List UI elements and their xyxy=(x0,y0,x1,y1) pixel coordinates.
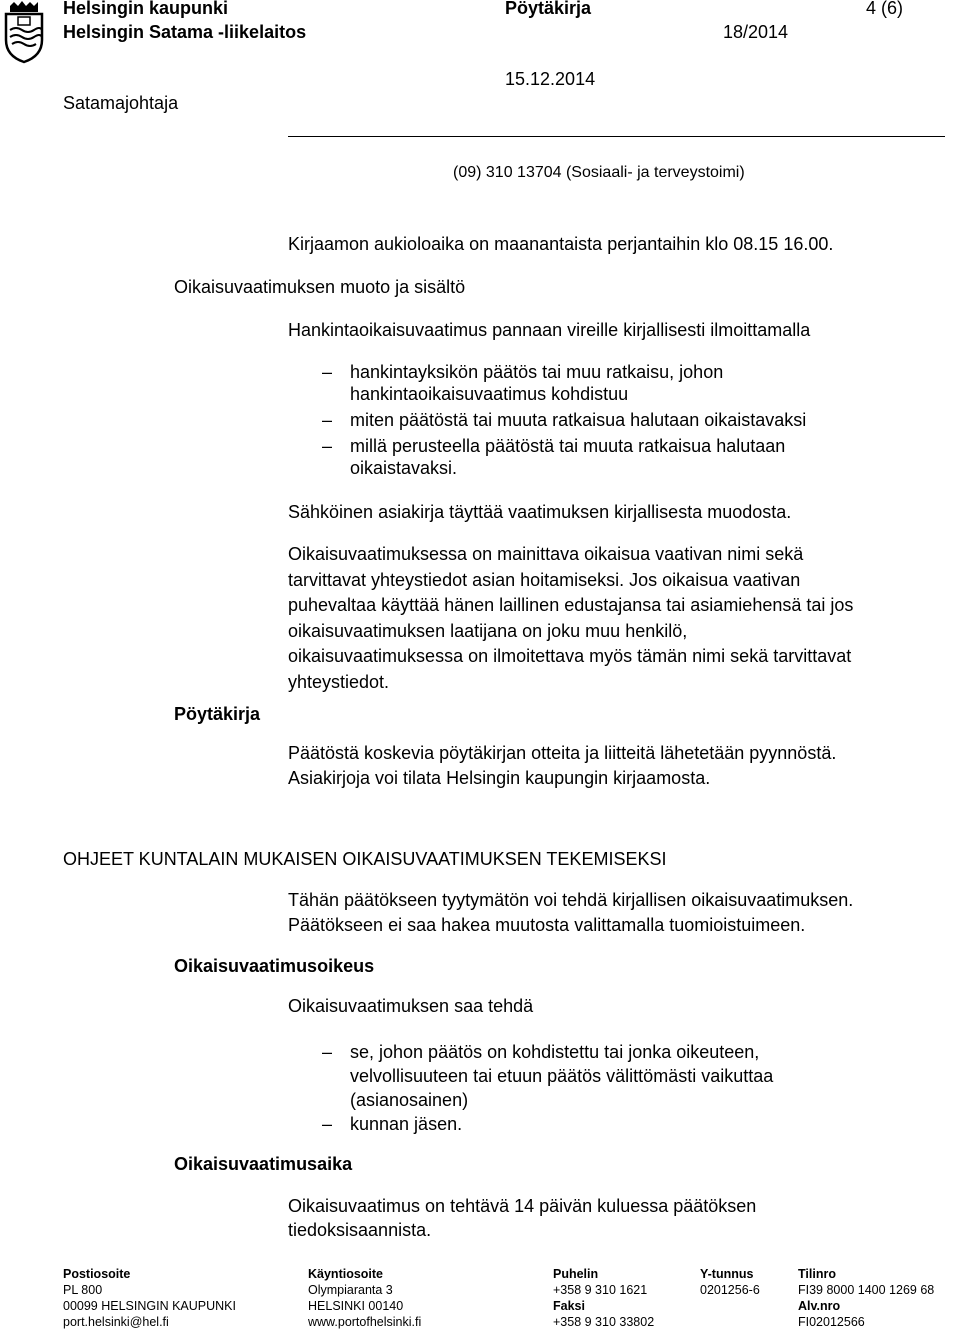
appeal-period-paragraph xyxy=(288,1194,756,1242)
header-city: Helsingin kaupunki xyxy=(63,0,229,18)
heading-appeal-period: Oikaisuvaatimusaika xyxy=(174,1154,353,1174)
helsinki-coat-of-arms-logo xyxy=(2,0,46,64)
footer-bank-account xyxy=(798,1266,934,1330)
footer-value: Olympiaranta 3 xyxy=(308,1283,393,1297)
footer-value: FI02012566 xyxy=(798,1315,865,1329)
paragraph-line: oikaisuvaatimuksessa on ilmoitettava myös tämän nimi sekä tarvittavat xyxy=(288,646,852,666)
footer-value: 0201256-6 xyxy=(700,1283,760,1297)
header-date: 15.12.2014 xyxy=(505,69,596,89)
paragraph-line: Oikaisuvaatimuksessa on mainittava oikaisua vaativan nimi sekä xyxy=(288,544,804,564)
list-item xyxy=(322,1040,922,1112)
appeal-intro xyxy=(288,888,853,938)
paragraph-line: Tähän päätökseen tyytymätön voi tehdä kirjallisen oikaisuvaatimuksen. xyxy=(288,890,854,910)
list-item-line: oikaistavaksi. xyxy=(350,458,458,478)
eligible-appellants-list xyxy=(322,1040,922,1136)
dash-bullet-icon: – xyxy=(322,362,333,382)
footer-heading: Käyntiosoite xyxy=(308,1267,384,1281)
form-intro: Hankintaoikaisuvaatimus pannaan vireille kirjallisesti ilmoittamalla xyxy=(288,320,811,340)
paragraph-line: tarvittavat yhteystiedot asian hoitamiseksi. Jos oikaisua vaativan xyxy=(288,569,801,590)
list-item xyxy=(322,409,922,431)
section-title: OHJEET KUNTALAIN MUKAISEN OIKAISUVAATIMUKSEN TEKEMISEKSI xyxy=(63,849,667,869)
footer-heading: Puhelin xyxy=(553,1267,599,1281)
paragraph-line: oikaisuvaatimuksen laatijana on joku muu henkilö, xyxy=(288,620,688,641)
minutes-paragraph xyxy=(288,741,836,791)
footer-email: port.helsinki@hel.fi xyxy=(63,1315,169,1329)
right-to-appeal-intro: Oikaisuvaatimuksen saa tehdä xyxy=(288,996,534,1016)
list-item-line: velvollisuuteen tai etuun päätös välittömästi vaikuttaa xyxy=(350,1066,774,1086)
representation-paragraph xyxy=(288,542,948,695)
list-item-line: hankintayksikön päätös tai muu ratkaisu, johon xyxy=(350,362,724,382)
paragraph-line: Päätökseen ei saa hakea muutosta valittamalla tuomioistuimeen. xyxy=(288,915,806,935)
footer-heading: Postiosoite xyxy=(63,1267,131,1281)
header-department: Helsingin Satama -liikelaitos xyxy=(63,22,307,42)
header-minutes-number: 18/2014 xyxy=(723,22,789,42)
paragraph-line: Oikaisuvaatimus on tehtävä 14 päivän kuluessa päätöksen xyxy=(288,1196,757,1216)
footer-value: +358 9 310 33802 xyxy=(553,1315,655,1329)
footer-phone xyxy=(553,1266,654,1330)
dash-bullet-icon: – xyxy=(322,410,333,430)
heading-right-to-appeal: Oikaisuvaatimusoikeus xyxy=(174,956,375,976)
footer-website: www.portofhelsinki.fi xyxy=(308,1315,422,1329)
footer-heading: Alv.nro xyxy=(798,1299,841,1313)
list-item-line: (asianosainen) xyxy=(350,1090,469,1110)
form-requirements-list xyxy=(322,361,922,479)
paragraph-line: puhevaltaa käyttää hänen laillinen edustajansa tai asiamiehensä tai jos xyxy=(288,595,854,615)
footer-business-id xyxy=(700,1266,760,1298)
list-item-line: hankintaoikaisuvaatimus kohdistuu xyxy=(350,384,629,404)
electronic-document-note: Sähköinen asiakirja täyttää vaatimuksen kirjallisesta muodosta. xyxy=(288,502,792,522)
footer-value: FI39 8000 1400 1269 68 xyxy=(798,1283,935,1297)
footer-visiting-address xyxy=(308,1266,421,1330)
dash-bullet-icon: – xyxy=(322,436,333,456)
footer-heading: Y-tunnus xyxy=(700,1267,754,1281)
list-item-line: millä perusteella päätöstä tai muuta ratkaisua halutaan xyxy=(350,436,786,456)
paragraph-line: tiedoksisaannista. xyxy=(288,1220,432,1240)
heading-minutes: Pöytäkirja xyxy=(174,704,261,724)
header-role: Satamajohtaja xyxy=(63,93,179,113)
header-document-type: Pöytäkirja xyxy=(505,0,592,18)
phone-line: (09) 310 13704 (Sosiaali- ja terveystoimi) xyxy=(453,164,745,181)
header-page-number: 4 (6) xyxy=(866,0,904,18)
paragraph-line: Päätöstä koskevia pöytäkirjan otteita ja liitteitä lähetetään pyynnöstä. xyxy=(288,743,837,763)
list-item-line: se, johon päätös on kohdistettu tai jonka oikeuteen, xyxy=(350,1042,760,1062)
list-item-line: kunnan jäsen. xyxy=(350,1114,463,1134)
footer-value: PL 800 xyxy=(63,1283,103,1297)
footer-heading: Faksi xyxy=(553,1299,585,1313)
heading-form-and-content: Oikaisuvaatimuksen muoto ja sisältö xyxy=(174,277,466,297)
footer-heading: Tilinro xyxy=(798,1267,836,1281)
paragraph-line: Asiakirjoja voi tilata Helsingin kaupungin kirjaamosta. xyxy=(288,768,711,788)
footer-value: HELSINKI 00140 xyxy=(308,1299,404,1313)
dash-bullet-icon: – xyxy=(322,1042,333,1062)
list-item-line: miten päätöstä tai muuta ratkaisua halutaan oikaistavaksi xyxy=(350,410,807,430)
paragraph-line: yhteystiedot. xyxy=(288,671,390,692)
header-divider xyxy=(288,136,945,137)
footer-postal-address xyxy=(63,1266,236,1330)
footer-value: +358 9 310 1621 xyxy=(553,1283,648,1297)
list-item xyxy=(322,361,922,405)
list-item xyxy=(322,435,922,479)
office-hours-line: Kirjaamon aukioloaika on maanantaista perjantaihin klo 08.15 16.00. xyxy=(288,234,834,254)
dash-bullet-icon: – xyxy=(322,1114,333,1134)
list-item xyxy=(322,1112,922,1136)
footer-value: 00099 HELSINGIN KAUPUNKI xyxy=(63,1299,236,1313)
